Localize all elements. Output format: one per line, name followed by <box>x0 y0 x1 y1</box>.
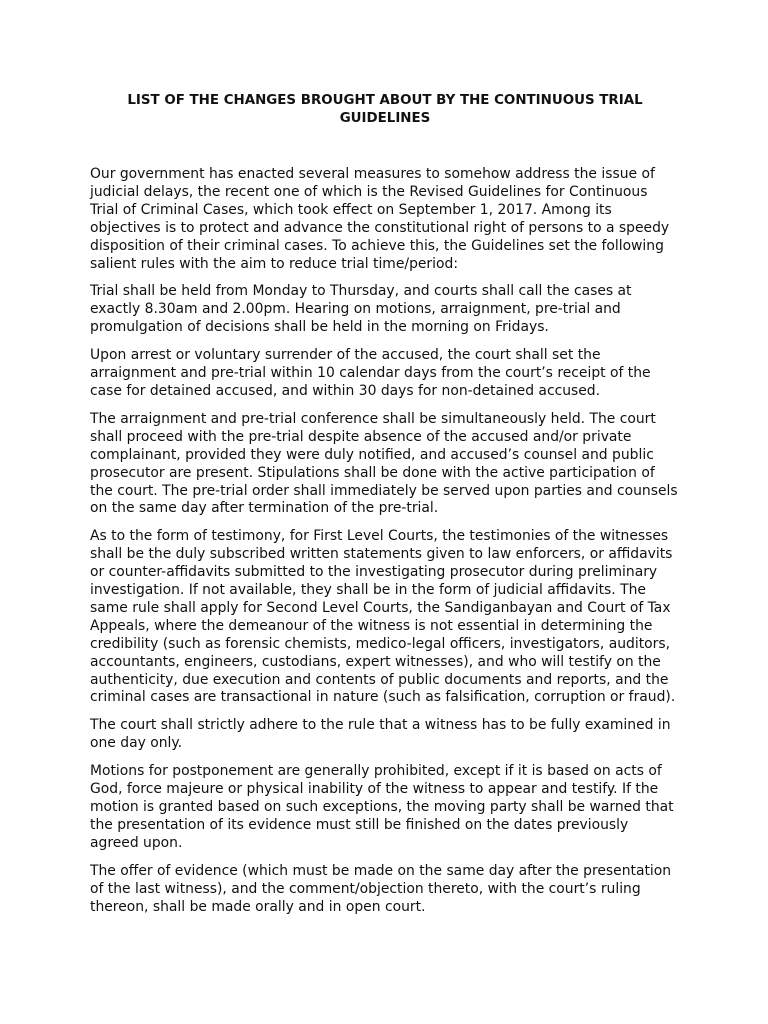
document-title: LIST OF THE CHANGES BROUGHT ABOUT BY THE CONTINUOUS TRIAL GUIDELINES <box>127 93 643 126</box>
arraignment-timeline-paragraph: Upon arrest or voluntary surrender of the accused, the court shall set the arraignment and pre-trial within 10 calendar days from the court’s receipt of the case for detained accused, and within 30 days for non-detained accused. <box>90 347 651 399</box>
pretrial-conference-paragraph: The arraignment and pre-trial conference shall be simultaneously held. The court shall proceed with the pre-trial despite absence of the accused and/or private complainant, provided they were duly notified, and accused’s counsel and public prosecutor are present. Stipulations shall be done with the active participation of the court. The pre-trial order shall immediately be served upon parties and counsels on the same day after termination of the pre-trial. <box>90 410 678 517</box>
postponement-paragraph: Motions for postponement are generally prohibited, except if it is based on acts of God, force majeure or physical inability of the witness to appear and testify. If the motion is granted based on such exceptions, the moving party shall be warned that the presentation of its evidence must still be finished on the dates previously agreed upon. <box>90 763 674 851</box>
testimony-form-paragraph: As to the form of testimony, for First Level Courts, the testimonies of the witnesses shall be the duly subscribed written statements given to law enforcers, or affidavits or counter-affidavits submitted to the investigating prosecutor during preliminary investigation. If not available, they shall be in the form of judicial affidavits. The same rule shall apply for Second Level Courts, the Sandiganbayan and Court of Tax Appeals, where the demeanour of the witness is not essential in determining the credibility (such as forensic chemists, medico-legal officers, investigators, auditors, accountants, engineers, custodians, expert witnesses), and who will testify on the authenticity, due execution and contents of public documents and reports, and the criminal cases are transactional in nature (such as falsification, corruption or fraud). <box>90 528 676 706</box>
document-page <box>90 92 680 926</box>
witness-examination-paragraph: The court shall strictly adhere to the rule that a witness has to be fully examined in one day only. <box>90 717 671 752</box>
offer-of-evidence-paragraph: The offer of evidence (which must be made on the same day after the presentation of the last witness), and the comment/objection thereto, with the court’s ruling thereon, shall be made orally and in open court. <box>90 862 672 915</box>
intro-paragraph: Our government has enacted several measures to somehow address the issue of judicial delays, the recent one of which is the Revised Guidelines for Continuous Trial of Criminal Cases, which took effect on September 1, 2017. Among its objectives is to protect and advance the constitutional right of persons to a speedy disposition of their criminal cases. To achieve this, the Guidelines set the following salient rules with the aim to reduce trial time/period: <box>90 166 670 272</box>
trial-schedule-paragraph: Trial shall be held from Monday to Thursday, and courts shall call the cases at exactly 8.30am and 2.00pm. Hearing on motions, arraignment, pre-trial and promulgation of decisions shall be held in the morning on Fridays. <box>90 283 632 336</box>
